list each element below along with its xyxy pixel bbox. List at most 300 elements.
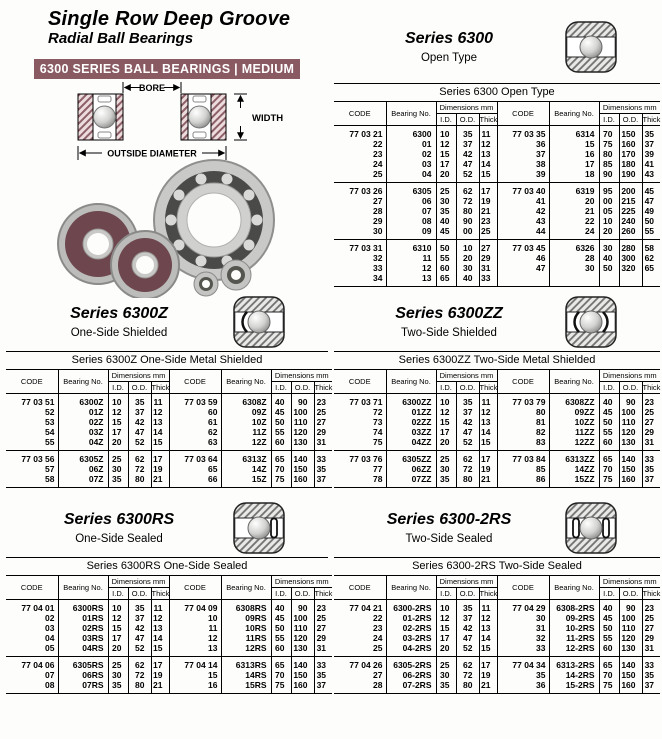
header-thick: Thick bbox=[151, 589, 170, 598]
header-bearing-no: Bearing No. bbox=[221, 370, 271, 394]
table-title: Series 6300-2RS Two-Side Sealed bbox=[412, 560, 582, 572]
cell-thick: 14 bbox=[479, 427, 497, 437]
header-bearing-no: Bearing No. bbox=[549, 370, 599, 394]
cell-bearing-no: 15 bbox=[549, 139, 599, 149]
cell-bearing-no: 03ZZ bbox=[386, 427, 436, 437]
cell-code: 36 bbox=[497, 680, 549, 694]
table-row bbox=[6, 407, 332, 417]
cell-id: 35 bbox=[436, 680, 456, 694]
cell-id: 40 bbox=[271, 394, 291, 408]
cell-id: 25 bbox=[436, 183, 456, 197]
cell-bearing-no: 22 bbox=[549, 216, 599, 226]
cell-id: 40 bbox=[599, 600, 619, 614]
cell-bearing-no: 6300-2RS bbox=[386, 600, 436, 614]
cell-thick: 19 bbox=[479, 196, 497, 206]
cell-od: 30 bbox=[456, 263, 479, 273]
cell-id: 45 bbox=[436, 226, 456, 240]
header-od: O.D. bbox=[291, 588, 314, 600]
cell-od: 150 bbox=[291, 670, 314, 680]
cell-thick: 15 bbox=[151, 643, 169, 657]
cell-code: 78 bbox=[373, 474, 383, 484]
cell-code: 32 bbox=[497, 633, 549, 643]
cell-bearing-no: 16 bbox=[549, 149, 599, 159]
header-od: O.D. bbox=[619, 382, 642, 394]
cell-bearing-no: 12RS bbox=[221, 643, 271, 657]
cell-code: 10 bbox=[169, 613, 221, 623]
cell-bearing-no: 6305RS bbox=[58, 657, 108, 671]
outside-diameter-label: OUTSIDE DIAMETER bbox=[107, 148, 197, 159]
header-thick: Thick bbox=[642, 589, 661, 598]
bearing-open-icon bbox=[564, 20, 618, 74]
cell-code: 77 03 59 bbox=[169, 394, 221, 408]
cell-thick: 17 bbox=[479, 451, 497, 465]
cell-thick: 21 bbox=[479, 474, 497, 488]
section-series-6300-2rs bbox=[334, 502, 660, 694]
cell-od: 160 bbox=[291, 474, 314, 488]
cell-thick: 17 bbox=[151, 451, 169, 465]
cell-code: 31 bbox=[497, 623, 549, 633]
cell-od: 00 bbox=[456, 226, 479, 240]
cell-od: 35 bbox=[128, 600, 151, 614]
header-dimensions: Dimensions mm bbox=[436, 370, 497, 382]
cell-od: 52 bbox=[456, 643, 479, 657]
cell-thick: 62 bbox=[642, 253, 660, 263]
series-subtitle: Two-Side Sealed bbox=[405, 533, 493, 545]
table-row bbox=[334, 149, 660, 159]
table-row bbox=[334, 196, 660, 206]
table-row bbox=[334, 263, 660, 273]
cell-bearing-no: 15Z bbox=[221, 474, 271, 488]
table-row bbox=[334, 670, 660, 680]
table-row bbox=[334, 680, 660, 694]
cell-id: 55 bbox=[599, 427, 619, 437]
header-thick: Thick bbox=[151, 383, 170, 392]
cell-bearing-no: 28 bbox=[549, 253, 599, 263]
cell-thick: 31 bbox=[642, 437, 660, 451]
cell-bearing-no: 03-2RS bbox=[386, 633, 436, 643]
cell-code: 72 bbox=[373, 407, 383, 417]
cell-id: 25 bbox=[108, 657, 128, 671]
bearing-two-side-shielded-icon bbox=[564, 295, 618, 349]
cell-od: 140 bbox=[619, 451, 642, 465]
cell-thick: 35 bbox=[314, 670, 332, 680]
cell-bearing-no: 6300 bbox=[386, 126, 436, 140]
cell-od: 10 bbox=[456, 240, 479, 254]
cell-id: 20 bbox=[599, 226, 619, 240]
cell-thick: 14 bbox=[151, 633, 169, 643]
cell-od: 20 bbox=[456, 253, 479, 263]
cell-bearing-no: 6305Z bbox=[58, 451, 108, 465]
cell-bearing-no: 11 bbox=[386, 253, 436, 263]
cell-od: 47 bbox=[128, 427, 151, 437]
cell-id: 17 bbox=[436, 427, 456, 437]
cell-bearing-no: 01Z bbox=[58, 407, 108, 417]
cell-code: 08 bbox=[45, 680, 55, 690]
cell-thick: 11 bbox=[479, 394, 497, 408]
header-code: CODE bbox=[348, 377, 371, 386]
cell-id: 10 bbox=[436, 126, 456, 140]
cell-code: 62 bbox=[169, 427, 221, 437]
cell-od: 72 bbox=[456, 196, 479, 206]
cell-code: 44 bbox=[497, 226, 549, 240]
table-row bbox=[334, 600, 660, 614]
cell-id: 80 bbox=[599, 149, 619, 159]
header-bearing-no: Bearing No. bbox=[221, 576, 271, 600]
cell-od: 150 bbox=[619, 126, 642, 140]
cell-thick: 21 bbox=[479, 206, 497, 216]
cell-id: 10 bbox=[436, 600, 456, 614]
header-dimensions: Dimensions mm bbox=[599, 576, 660, 588]
table-row bbox=[334, 464, 660, 474]
cell-od: 130 bbox=[291, 437, 314, 451]
cell-code: 60 bbox=[169, 407, 221, 417]
cell-bearing-no: 30 bbox=[549, 263, 599, 273]
bearing-table-6300z bbox=[6, 369, 332, 488]
cell-od: 320 bbox=[619, 263, 642, 273]
cell-id: 40 bbox=[599, 394, 619, 408]
table-row bbox=[6, 427, 332, 437]
cell-bearing-no: 04-2RS bbox=[386, 643, 436, 657]
cell-thick: 29 bbox=[642, 633, 660, 643]
cell-thick: 23 bbox=[314, 394, 332, 408]
cell-thick: 15 bbox=[479, 643, 497, 657]
table-row bbox=[334, 623, 660, 633]
table-row bbox=[6, 437, 332, 451]
cell-id: 60 bbox=[599, 643, 619, 657]
header-code: CODE bbox=[20, 377, 43, 386]
cell-bearing-no: 6308-2RS bbox=[549, 600, 599, 614]
cell-code: 27 bbox=[373, 670, 383, 680]
header-od: O.D. bbox=[128, 382, 151, 394]
cell-od: 280 bbox=[619, 240, 642, 254]
cell-od: 120 bbox=[291, 633, 314, 643]
cell-od: 35 bbox=[128, 394, 151, 408]
cell-bearing-no: 06 bbox=[386, 196, 436, 206]
cell-bearing-no: 09RS bbox=[221, 613, 271, 623]
cell-id: 30 bbox=[436, 670, 456, 680]
cell-od: 62 bbox=[128, 451, 151, 465]
cell-thick: 37 bbox=[314, 680, 332, 694]
cell-id: 75 bbox=[599, 139, 619, 149]
cell-code: 77 04 29 bbox=[497, 600, 549, 614]
cell-code: 24 bbox=[373, 159, 383, 169]
cell-code: 02 bbox=[45, 613, 55, 623]
cell-bearing-no: 03RS bbox=[58, 633, 108, 643]
cell-id: 45 bbox=[599, 613, 619, 623]
cell-id: 10 bbox=[599, 216, 619, 226]
cell-od: 80 bbox=[456, 206, 479, 216]
cell-od: 42 bbox=[456, 149, 479, 159]
cell-id: 75 bbox=[599, 680, 619, 694]
header-bearing-no: Bearing No. bbox=[386, 370, 436, 394]
cell-id: 20 bbox=[108, 643, 128, 657]
cell-bearing-no: 03 bbox=[386, 159, 436, 169]
cell-bearing-no: 01 bbox=[386, 139, 436, 149]
header-dimensions: Dimensions mm bbox=[108, 576, 169, 588]
cell-od: 110 bbox=[619, 417, 642, 427]
cell-id: 30 bbox=[436, 196, 456, 206]
header-id: I.D. bbox=[436, 114, 456, 126]
cell-id: 12 bbox=[436, 139, 456, 149]
cell-od: 40 bbox=[456, 273, 479, 287]
cell-id: 70 bbox=[599, 464, 619, 474]
cell-thick: 12 bbox=[151, 407, 169, 417]
cell-od: 37 bbox=[456, 613, 479, 623]
cell-bearing-no: 07RS bbox=[58, 680, 108, 694]
table-row bbox=[334, 657, 660, 671]
cell-id: 40 bbox=[436, 216, 456, 226]
section-series-6300zz bbox=[334, 296, 660, 488]
cell-code: 63 bbox=[169, 437, 221, 451]
cell-od: 35 bbox=[456, 394, 479, 408]
table-row bbox=[334, 159, 660, 169]
cell-code: 30 bbox=[497, 613, 549, 623]
cell-bearing-no: 6308RS bbox=[221, 600, 271, 614]
cell-od: 90 bbox=[619, 394, 642, 408]
cell-id: 15 bbox=[436, 149, 456, 159]
cell-code: 55 bbox=[45, 437, 55, 447]
cell-thick: 21 bbox=[151, 474, 169, 488]
cell-od: 140 bbox=[291, 451, 314, 465]
header-bearing-no: Bearing No. bbox=[58, 370, 108, 394]
table-row bbox=[6, 643, 332, 657]
cell-id: 12 bbox=[436, 613, 456, 623]
cell-id: 55 bbox=[599, 633, 619, 643]
bearing-two-side-sealed-icon bbox=[564, 501, 618, 555]
cell-bearing-no: 6305 bbox=[386, 183, 436, 197]
cell-od: 37 bbox=[128, 613, 151, 623]
cell-thick: 35 bbox=[642, 464, 660, 474]
table-row bbox=[334, 226, 660, 240]
cell-bearing-no: 09ZZ bbox=[549, 407, 599, 417]
cell-od: 130 bbox=[619, 437, 642, 451]
table-title: Series 6300Z One-Side Metal Shielded bbox=[71, 354, 263, 366]
cell-code: 34 bbox=[373, 273, 383, 283]
cell-id: 65 bbox=[436, 273, 456, 287]
cell-thick: 14 bbox=[479, 159, 497, 169]
cell-thick: 45 bbox=[642, 183, 660, 197]
cell-id: 55 bbox=[271, 427, 291, 437]
cell-thick: 19 bbox=[151, 464, 169, 474]
page-subtitle: Radial Ball Bearings bbox=[48, 30, 194, 47]
cell-bearing-no: 08 bbox=[386, 216, 436, 226]
cell-code: 77 03 35 bbox=[497, 126, 549, 140]
table-row bbox=[334, 253, 660, 263]
cell-id: 65 bbox=[271, 451, 291, 465]
cell-bearing-no: 18 bbox=[549, 169, 599, 183]
cell-bearing-no: 21 bbox=[549, 206, 599, 216]
cell-od: 37 bbox=[128, 407, 151, 417]
cell-bearing-no bbox=[549, 273, 599, 287]
cell-code: 81 bbox=[497, 417, 549, 427]
cell-bearing-no: 01RS bbox=[58, 613, 108, 623]
header-bearing-no: Bearing No. bbox=[549, 576, 599, 600]
cell-od: 62 bbox=[456, 657, 479, 671]
cell-code: 80 bbox=[497, 407, 549, 417]
cell-code: 41 bbox=[497, 196, 549, 206]
series-subtitle: Open Type bbox=[420, 52, 478, 64]
cell-code: 46 bbox=[497, 253, 549, 263]
cell-id: 50 bbox=[436, 240, 456, 254]
cell-od: 260 bbox=[619, 226, 642, 240]
cell-bearing-no: 11ZZ bbox=[549, 427, 599, 437]
cell-code: 32 bbox=[373, 253, 383, 263]
cell-id: 70 bbox=[271, 670, 291, 680]
cell-bearing-no: 6313-2RS bbox=[549, 657, 599, 671]
cell-code: 73 bbox=[373, 417, 383, 427]
cell-thick: 15 bbox=[151, 437, 169, 451]
cell-thick: 27 bbox=[314, 417, 332, 427]
cell-thick: 17 bbox=[479, 657, 497, 671]
cell-thick: 12 bbox=[151, 613, 169, 623]
cell-od: 90 bbox=[291, 600, 314, 614]
header-id: I.D. bbox=[271, 588, 291, 600]
cell-od: 72 bbox=[456, 670, 479, 680]
series-banner: 6300 SERIES BALL BEARINGS | MEDIUM bbox=[34, 59, 300, 79]
cell-thick: 11 bbox=[479, 126, 497, 140]
bearing-table-6300-2rs bbox=[334, 575, 660, 694]
cell-thick: 15 bbox=[479, 169, 497, 183]
header-od: O.D. bbox=[619, 114, 642, 126]
cell-od: 130 bbox=[291, 643, 314, 657]
cell-bearing-no: 15RS bbox=[221, 680, 271, 694]
cell-bearing-no: 04Z bbox=[58, 437, 108, 451]
series-subtitle: One-Side Shielded bbox=[70, 327, 168, 339]
series-subtitle: One-Side Sealed bbox=[75, 533, 163, 545]
cell-bearing-no: 09-2RS bbox=[549, 613, 599, 623]
cell-od: 62 bbox=[128, 657, 151, 671]
cell-od: 37 bbox=[456, 139, 479, 149]
cell-code: 47 bbox=[497, 263, 549, 273]
cell-bearing-no: 6310 bbox=[386, 240, 436, 254]
cell-id: 50 bbox=[271, 623, 291, 633]
cell-id: 35 bbox=[436, 206, 456, 216]
cell-code: 13 bbox=[169, 643, 221, 657]
cell-od: 225 bbox=[619, 206, 642, 216]
cell-code: 16 bbox=[169, 680, 221, 694]
cell-bearing-no: 06-2RS bbox=[386, 670, 436, 680]
cell-code: 37 bbox=[497, 149, 549, 159]
section-series-6300 bbox=[334, 14, 660, 287]
cell-od: 130 bbox=[619, 643, 642, 657]
cell-code: 77 04 14 bbox=[169, 657, 221, 671]
cell-id: 65 bbox=[271, 657, 291, 671]
cell-id: 10 bbox=[436, 394, 456, 408]
cell-code: 23 bbox=[373, 623, 383, 633]
cell-bearing-no: 6305ZZ bbox=[386, 451, 436, 465]
cell-id bbox=[599, 273, 619, 287]
cell-thick: 13 bbox=[151, 623, 169, 633]
cell-thick: 31 bbox=[479, 263, 497, 273]
header-od: O.D. bbox=[291, 382, 314, 394]
cell-od: 47 bbox=[456, 159, 479, 169]
cell-od: 90 bbox=[619, 600, 642, 614]
cell-code: 25 bbox=[373, 169, 383, 179]
cell-id: 05 bbox=[599, 206, 619, 216]
cell-code: 82 bbox=[497, 427, 549, 437]
cell-od: 100 bbox=[291, 613, 314, 623]
bearings-photo bbox=[46, 158, 311, 298]
header-id: I.D. bbox=[108, 382, 128, 394]
cell-bearing-no: 01ZZ bbox=[386, 407, 436, 417]
cell-bearing-no: 04RS bbox=[58, 643, 108, 657]
cell-id: 60 bbox=[436, 263, 456, 273]
cell-code: 33 bbox=[373, 263, 383, 273]
header-od: O.D. bbox=[619, 588, 642, 600]
cell-code: 77 03 21 bbox=[349, 129, 383, 139]
cell-id: 25 bbox=[436, 451, 456, 465]
cell-bearing-no: 03Z bbox=[58, 427, 108, 437]
cell-od: 140 bbox=[291, 657, 314, 671]
table-row bbox=[334, 474, 660, 488]
cell-od: 42 bbox=[456, 417, 479, 427]
series-title: Series 6300RS bbox=[63, 511, 175, 528]
cell-code: 77 04 09 bbox=[169, 600, 221, 614]
table-row bbox=[334, 407, 660, 417]
table-row bbox=[334, 216, 660, 226]
cell-code: 77 03 26 bbox=[349, 186, 383, 196]
cell-od: 150 bbox=[619, 670, 642, 680]
cell-bearing-no: 6319 bbox=[549, 183, 599, 197]
cell-code: 03 bbox=[45, 623, 55, 633]
table-row bbox=[334, 240, 660, 254]
cell-thick: 27 bbox=[314, 623, 332, 633]
header-od: O.D. bbox=[456, 382, 479, 394]
cell-od: 100 bbox=[619, 613, 642, 623]
bearing-table-6300 bbox=[334, 101, 660, 287]
cell-id: 17 bbox=[108, 427, 128, 437]
header-thick: Thick bbox=[479, 383, 498, 392]
cell-id: 35 bbox=[436, 474, 456, 488]
cell-code: 77 03 45 bbox=[497, 240, 549, 254]
cell-od: 47 bbox=[456, 633, 479, 643]
header-thick: Thick bbox=[479, 589, 498, 598]
cell-thick: 17 bbox=[479, 183, 497, 197]
cell-od: 120 bbox=[619, 427, 642, 437]
cell-od: 110 bbox=[619, 623, 642, 633]
cell-code: 83 bbox=[497, 437, 549, 451]
cell-od: 80 bbox=[128, 680, 151, 694]
cell-od: 37 bbox=[456, 407, 479, 417]
table-row bbox=[6, 623, 332, 633]
cell-id: 55 bbox=[271, 633, 291, 643]
cell-thick: 33 bbox=[642, 657, 660, 671]
cell-id: 30 bbox=[436, 464, 456, 474]
cell-id: 70 bbox=[271, 464, 291, 474]
cell-thick: 23 bbox=[642, 600, 660, 614]
cell-bearing-no: 09Z bbox=[221, 407, 271, 417]
header-thick: Thick bbox=[642, 115, 661, 124]
cell-id: 25 bbox=[436, 657, 456, 671]
cell-code: 22 bbox=[373, 139, 383, 149]
cell-code: 77 03 31 bbox=[349, 243, 383, 253]
cell-code: 77 03 51 bbox=[21, 397, 55, 407]
cell-thick: 19 bbox=[151, 670, 169, 680]
cell-id: 17 bbox=[108, 633, 128, 643]
table-row bbox=[6, 394, 332, 408]
cell-code: 28 bbox=[373, 680, 383, 690]
bearing-table-6300rs bbox=[6, 575, 332, 694]
bearing-one-side-sealed-icon bbox=[232, 501, 286, 555]
cell-bearing-no: 20 bbox=[549, 196, 599, 206]
table-row bbox=[6, 633, 332, 643]
cell-code: 77 03 64 bbox=[169, 451, 221, 465]
cell-thick: 47 bbox=[642, 196, 660, 206]
cell-thick: 37 bbox=[642, 139, 660, 149]
table-row bbox=[334, 273, 660, 287]
cell-thick: 25 bbox=[642, 407, 660, 417]
cell-thick: 49 bbox=[642, 206, 660, 216]
